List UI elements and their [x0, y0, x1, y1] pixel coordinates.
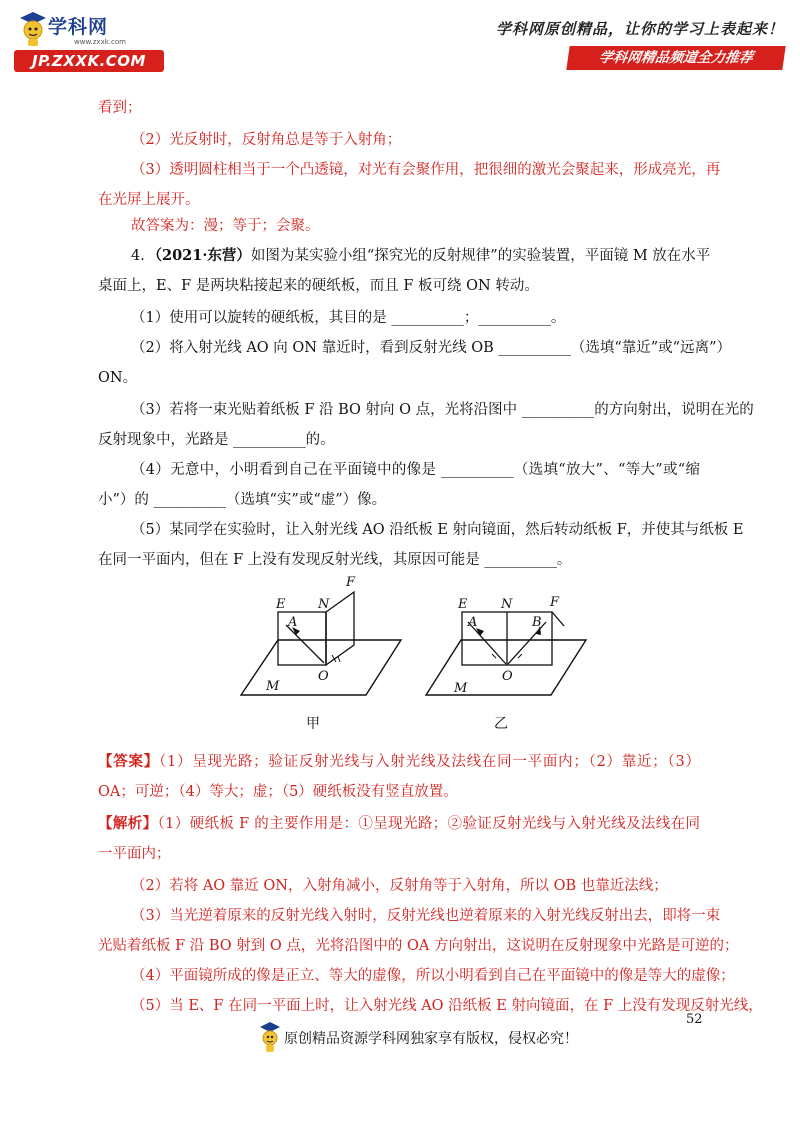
page-header	[0, 0, 800, 80]
answer-summary: 故答案为：漫；等于；会聚。	[131, 218, 320, 234]
text-line: （2）若将 AO 靠近 ON，入射角减小，反射角等于入射角，所以 OB 也靠近法线；	[131, 878, 668, 894]
text-line: 在同一平面内，但在 F 上没有发现反射光线，其原因可能是 __________。	[98, 552, 572, 568]
label-M: M	[454, 681, 468, 696]
logo-name: 学科网	[48, 16, 109, 38]
header-slogan: 学科网原创精品，让你的学习上表起来！	[495, 20, 784, 38]
label-E: E	[276, 597, 286, 612]
answer-tag: 【答案】	[98, 753, 159, 770]
label-M: M	[266, 679, 280, 694]
header-banner: 学科网精品频道全力推荐	[566, 46, 785, 70]
text-line: （2）光反射时，反射角总是等于入射角；	[131, 132, 402, 148]
caption-jia: 甲	[306, 716, 320, 732]
text-line: 光贴着纸板 F 沿 BO 射到 O 点，光将沿图中的 OA 方向射出，这说明在反射现象中光路是可逆的；	[98, 938, 739, 954]
figure-yi	[426, 595, 586, 732]
text-line: （3）透明圆柱相当于一个凸透镜，对光有会聚作用，把很细的激光会聚起来，形成亮光，再	[131, 162, 721, 178]
sub-question: （3）若将一束光贴着纸板 F 沿 BO 射向 O 点，光将沿图中 __________的方向射出，说明在光的	[131, 402, 754, 418]
analysis-line	[98, 814, 700, 834]
answer-text: （1）呈现光路；验证反射光线与入射光线及法线在同一平面内；（2）靠近；（3）	[158, 754, 700, 770]
text-line: 看到；	[98, 100, 142, 116]
zxxk-logo	[12, 10, 162, 74]
label-B: B	[532, 615, 542, 630]
analysis-text: （1）硬纸板 F 的主要作用是：①呈现光路；②验证反射光线与入射光线及法线在同	[157, 816, 700, 832]
label-A: A	[468, 615, 478, 630]
logo-subtitle: www.zxxk.com	[74, 38, 126, 46]
label-O: O	[502, 669, 513, 684]
text-line: 反射现象中，光路是 __________的。	[98, 432, 335, 448]
text-line: （4）平面镜所成的像是正立、等大的虚像，所以小明看到自己在平面镜中的像是等大的虚像；	[131, 968, 735, 984]
sub-question: （4）无意中，小明看到自己在平面镜中的像是 __________（选填“放大”、“等大”或“缩	[131, 462, 700, 478]
text-line: ON。	[98, 370, 138, 386]
question-text: 如图为某实验小组“探究光的反射规律”的实验装置，平面镜 M 放在水平	[250, 248, 711, 264]
analysis-tag: 【解析】	[98, 815, 158, 832]
sub-question: （5）某同学在实验时，让入射光线 AO 沿纸板 E 射向镜面，然后转动纸板 F，并使其与纸板 E	[131, 522, 744, 538]
label-F: F	[550, 595, 560, 610]
label-O: O	[318, 669, 329, 684]
mascot-icon	[258, 1020, 282, 1056]
label-N: N	[318, 597, 330, 612]
label-N: N	[501, 597, 513, 612]
label-E: E	[458, 597, 468, 612]
mascot-icon	[16, 10, 50, 50]
label-A: A	[288, 615, 298, 630]
caption-yi: 乙	[494, 716, 508, 732]
sub-question: （1）使用可以旋转的硬纸板，其目的是 __________；__________。	[131, 310, 566, 326]
page-number: 52	[686, 1012, 703, 1027]
question-heading	[131, 246, 711, 266]
logo-url: JP.ZXXK.COM	[14, 50, 164, 72]
text-line: 桌面上，E、F 是两块粘接起来的硬纸板，而且 F 板可绕 ON 转动。	[98, 278, 539, 294]
question-number: 4．	[131, 248, 155, 264]
question-source: （2021·东营）	[154, 247, 251, 264]
answer-line	[98, 752, 700, 772]
text-line: OA；可逆；（4）等大；虚；（5）硬纸板没有竖直放置。	[98, 784, 458, 800]
text-line: （5）当 E、F 在同一平面上时，让入射光线 AO 沿纸板 E 射向镜面，在 F 上没有发现反射光线，	[131, 998, 763, 1014]
text-line: 小”）的 __________（选填“实”或“虚”）像。	[98, 492, 387, 508]
label-F: F	[346, 575, 356, 590]
figure-jia	[241, 575, 401, 732]
text-line: 一平面内；	[98, 846, 171, 862]
diagram-svg	[236, 570, 606, 740]
sub-question: （2）将入射光线 AO 向 ON 靠近时，看到反射光线 OB __________（选填“靠近”或“远离”）	[131, 340, 732, 356]
copyright-notice: 原创精品资源学科网独家享有版权，侵权必究！	[284, 1031, 578, 1047]
text-line: （3）当光逆着原来的反射光线入射时，反射光线也逆着原来的入射光线反射出去，即将一束	[131, 908, 721, 924]
text-line: 在光屏上展开。	[98, 192, 200, 208]
reflection-diagram	[236, 570, 606, 740]
